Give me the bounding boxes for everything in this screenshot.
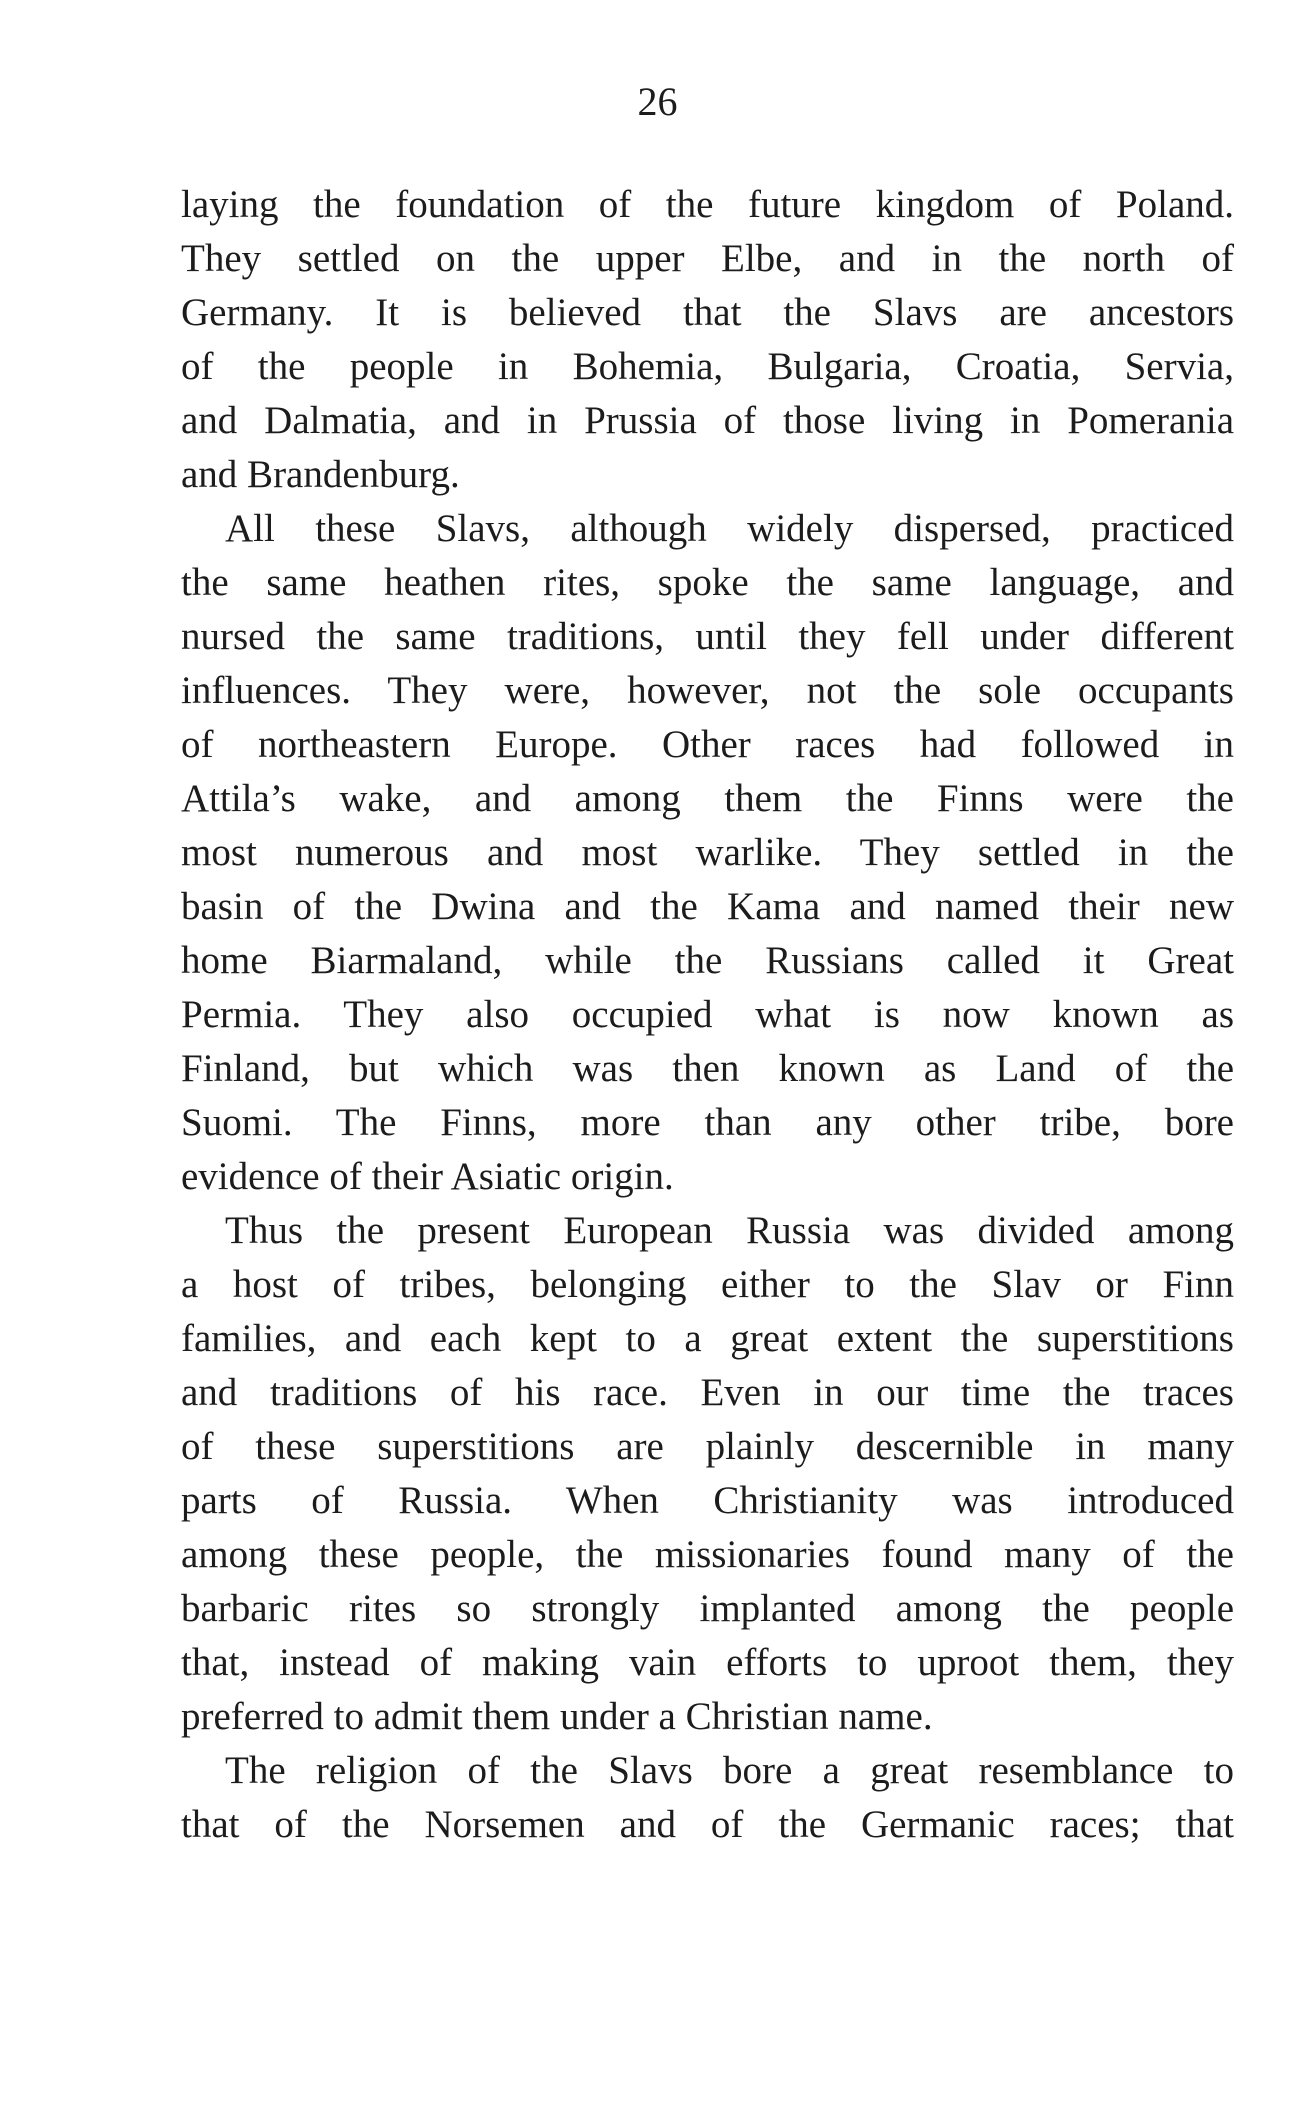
text-line: a host of tribes, belonging either to the Slav or Finn	[181, 1263, 1234, 1306]
paragraph-2	[181, 502, 1234, 1204]
text-line: of these superstitions are plainly descernible in many	[181, 1425, 1234, 1468]
text-line: Permia. They also occupied what is now known as	[181, 993, 1234, 1036]
paragraph-3	[181, 1204, 1234, 1744]
text-line: of northeastern Europe. Other races had followed in	[181, 723, 1234, 766]
text-line: home Biarmaland, while the Russians called it Great	[181, 939, 1234, 982]
text-line: Finland, but which was then known as Land of the	[181, 1047, 1234, 1090]
text-line: Attila’s wake, and among them the Finns were the	[181, 777, 1234, 820]
text-line: barbaric rites so strongly implanted among the people	[181, 1587, 1234, 1630]
text-line: evidence of their Asiatic origin.	[181, 1155, 674, 1198]
text-line: and traditions of his race. Even in our time the traces	[181, 1371, 1234, 1414]
text-line: parts of Russia. When Christianity was introduced	[181, 1479, 1234, 1522]
text-line: influences. They were, however, not the sole occupants	[181, 669, 1234, 712]
text-line: of the people in Bohemia, Bulgaria, Croatia, Servia,	[181, 345, 1234, 388]
text-line: The religion of the Slavs bore a great resemblance to	[225, 1749, 1234, 1792]
text-line: Thus the present European Russia was divided among	[225, 1209, 1234, 1252]
text-line: most numerous and most warlike. They settled in the	[181, 831, 1234, 874]
text-line: preferred to admit them under a Christian name.	[181, 1695, 933, 1738]
paragraph-1	[181, 178, 1234, 502]
text-line: They settled on the upper Elbe, and in the north of	[181, 237, 1234, 280]
text-line: and Brandenburg.	[181, 453, 460, 496]
body-text	[181, 178, 1234, 1852]
text-line: among these people, the missionaries found many of the	[181, 1533, 1234, 1576]
text-line: that of the Norsemen and of the Germanic races; that	[181, 1803, 1234, 1846]
page-number: 26	[637, 79, 678, 124]
text-line: basin of the Dwina and the Kama and named their new	[181, 885, 1234, 928]
paragraph-4	[181, 1744, 1234, 1852]
text-line: that, instead of making vain efforts to uproot them, they	[181, 1641, 1234, 1684]
text-line: Suomi. The Finns, more than any other tribe, bore	[181, 1101, 1234, 1144]
text-line: All these Slavs, although widely dispersed, practiced	[225, 507, 1234, 550]
text-line: the same heathen rites, spoke the same language, and	[181, 561, 1234, 604]
text-line: and Dalmatia, and in Prussia of those living in Pomerania	[181, 399, 1234, 442]
text-line: families, and each kept to a great extent the superstitions	[181, 1317, 1234, 1360]
text-line: laying the foundation of the future kingdom of Poland.	[181, 183, 1234, 226]
text-line: Germany. It is believed that the Slavs are ancestors	[181, 291, 1234, 334]
text-line: nursed the same traditions, until they fell under different	[181, 615, 1234, 658]
